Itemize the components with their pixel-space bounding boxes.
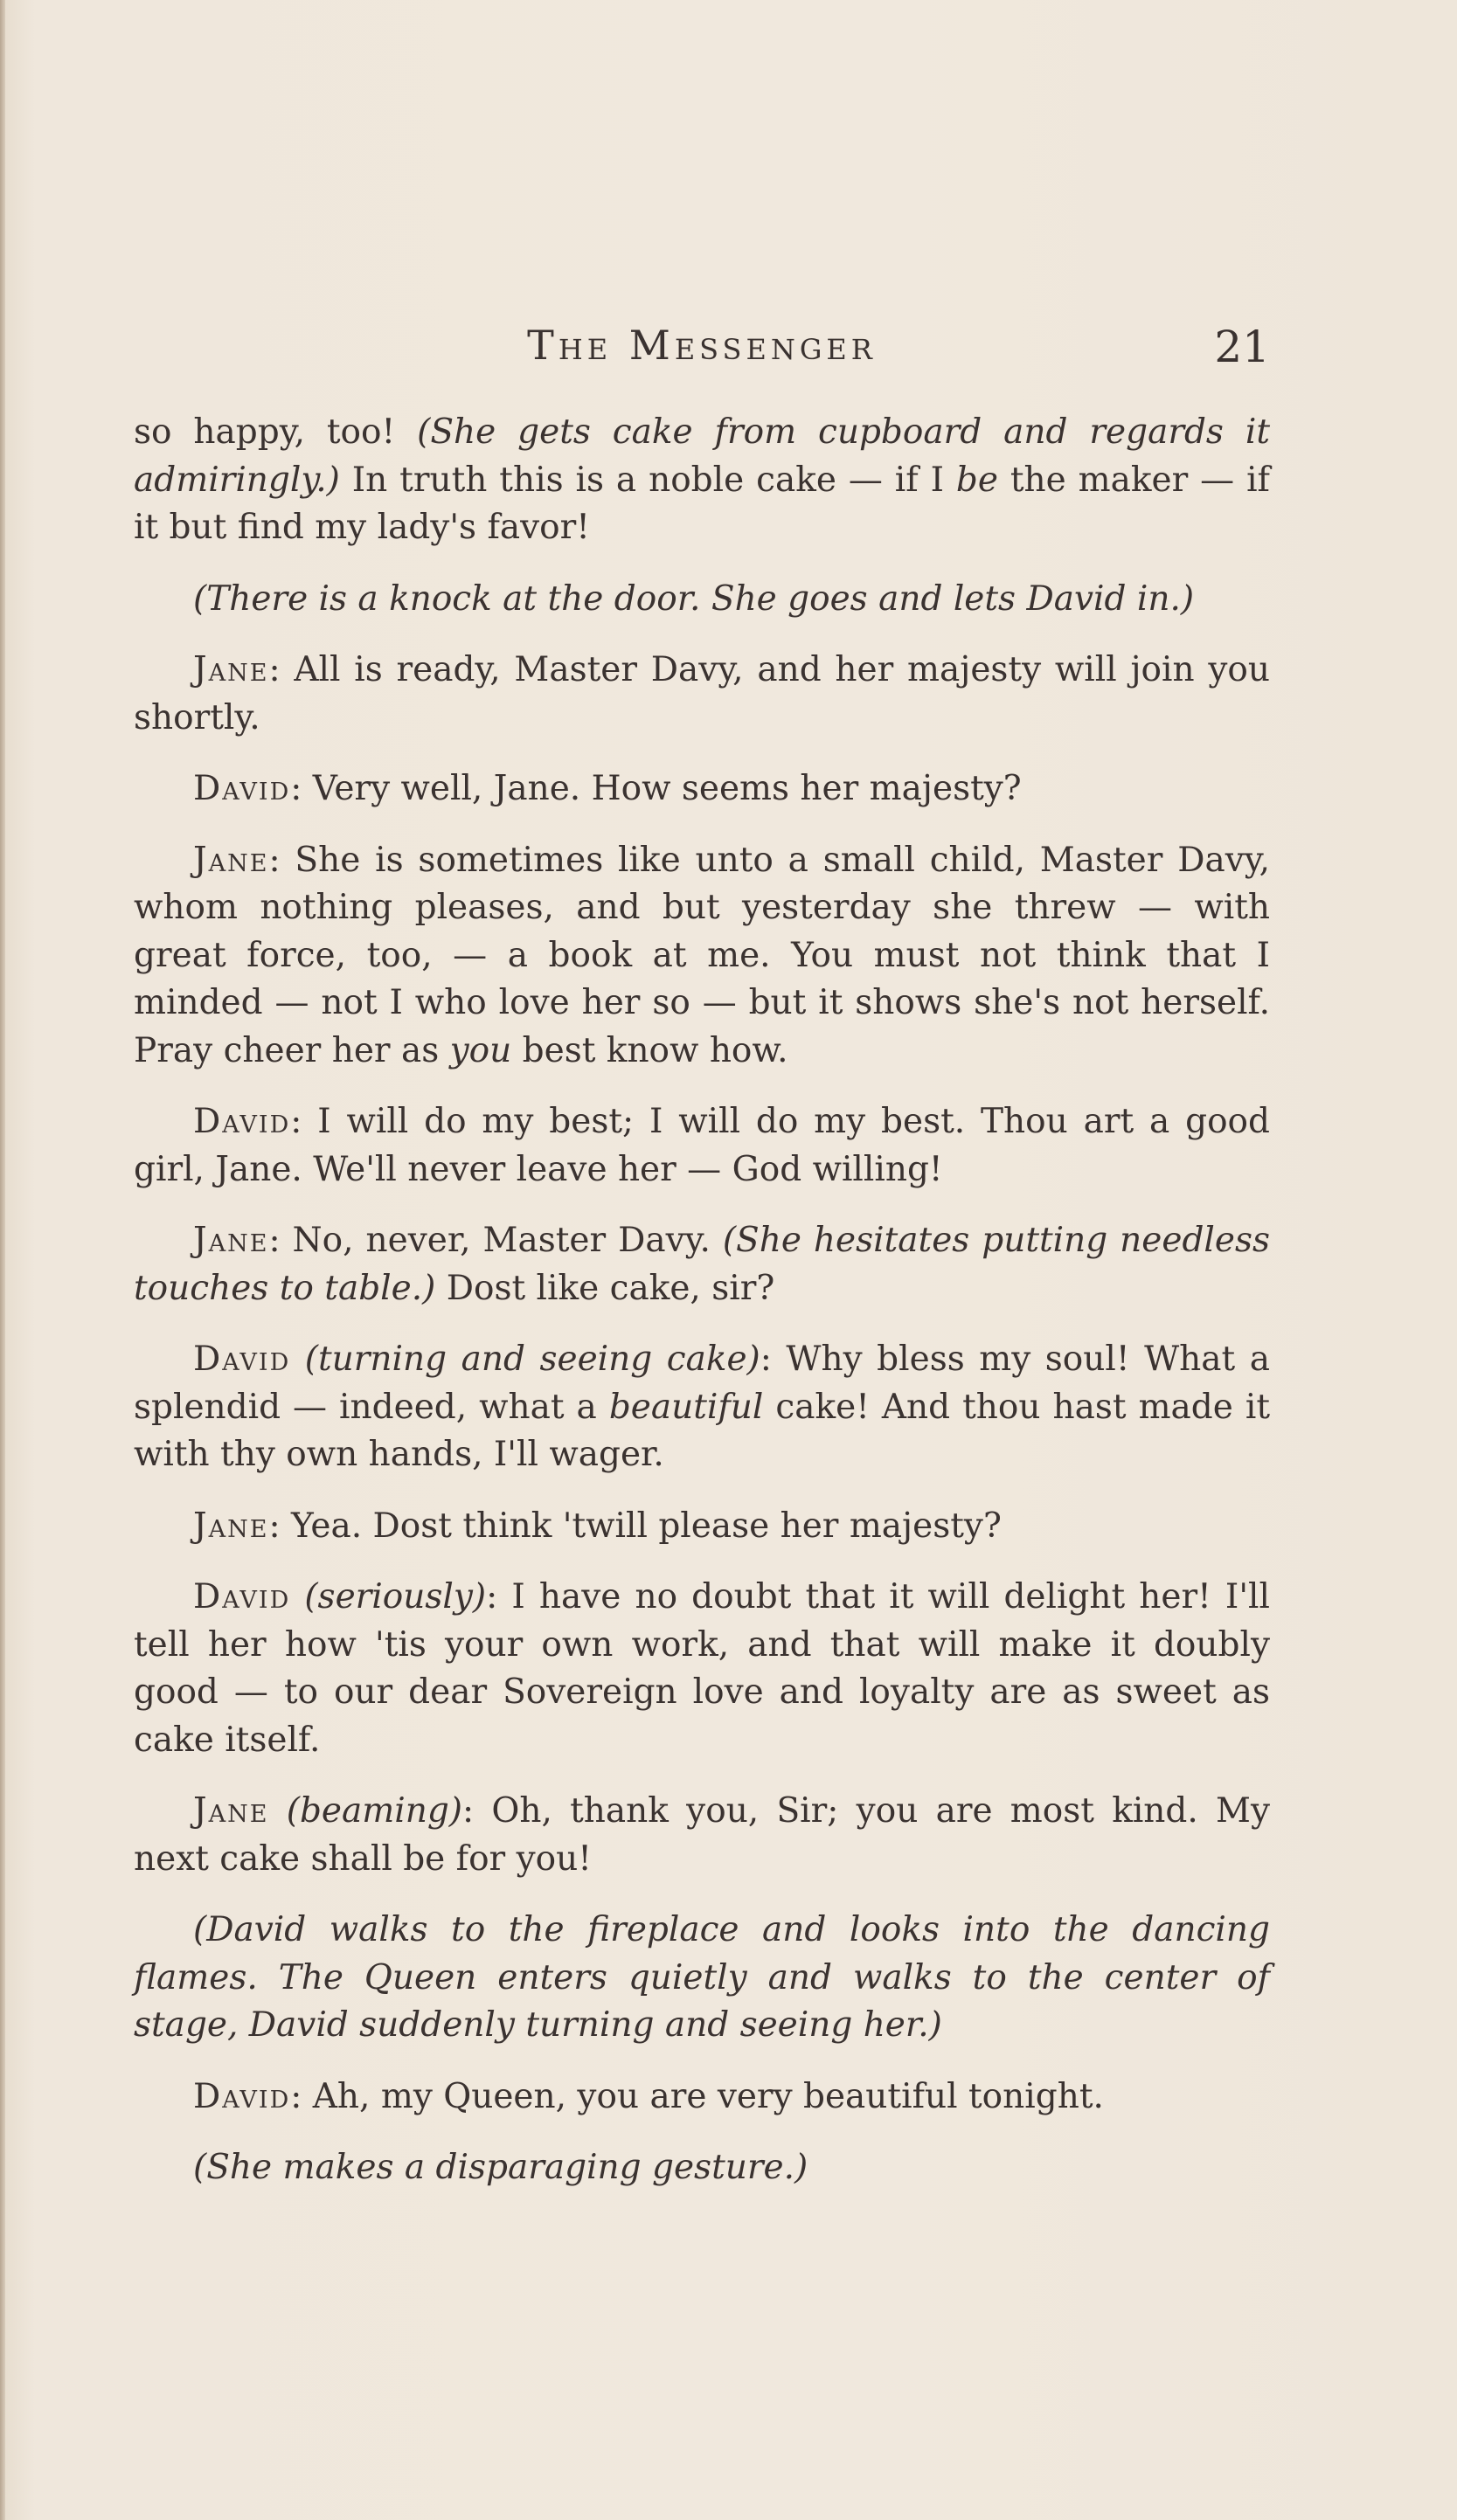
stage-direction bbox=[134, 2144, 1270, 2192]
dialogue-line bbox=[134, 1574, 1270, 1764]
speaker-name: Jane bbox=[193, 650, 269, 689]
text-run: : Yea. Dost think 'twill please her majesty? bbox=[268, 1506, 1002, 1546]
dialogue-line bbox=[134, 837, 1270, 1076]
dialogue-line bbox=[134, 765, 1270, 813]
text-run: : She is sometimes like unto a small child, Master Davy, whom nothing pleases, and but yesterday she threw — with great force, too, — a book at me. You must not think that I minded — not I who love her so — but it shows she's not herself. Pray cheer her as bbox=[134, 840, 1270, 1070]
dialogue-line bbox=[134, 1503, 1270, 1551]
italic-text: (David walks to the fireplace and looks into the dancing flames. The Queen enters quietly and walks to the center of stage, David suddenly turning and seeing her.) bbox=[134, 1910, 1270, 2045]
text-run: so happy, too! bbox=[134, 412, 418, 452]
dialogue-line bbox=[134, 647, 1270, 742]
italic-text: you bbox=[449, 1030, 512, 1070]
page-number: 21 bbox=[1214, 322, 1270, 372]
italic-text: (beaming) bbox=[286, 1791, 462, 1831]
stage-direction bbox=[134, 1907, 1270, 2050]
text-run: : Why bless my soul! What a splendid — indeed, what a bbox=[134, 1340, 1270, 1427]
text-run bbox=[268, 1791, 286, 1831]
italic-text: beautiful bbox=[608, 1387, 764, 1427]
play-text bbox=[134, 409, 1270, 2216]
text-run: : Ah, my Queen, you are very beautiful tonight. bbox=[290, 2076, 1104, 2116]
dialogue-line bbox=[134, 1217, 1270, 1312]
text-run: : I have no doubt that it will delight her! I'll tell her how 'tis your own work, and that will make it doubly good — to our dear Sovereign love and loyalty are as sweet as cake itself. bbox=[134, 1577, 1270, 1760]
text-run bbox=[290, 1340, 305, 1379]
speaker-name: David bbox=[193, 2076, 291, 2116]
speaker-name: Jane bbox=[193, 1506, 269, 1546]
continued-text bbox=[134, 409, 1270, 552]
dialogue-line bbox=[134, 1788, 1270, 1883]
speaker-name: Jane bbox=[193, 840, 269, 880]
italic-text: (seriously) bbox=[304, 1577, 487, 1617]
dialogue-line bbox=[134, 1098, 1270, 1194]
text-run: : All is ready, Master Davy, and her majesty will join you shortly. bbox=[134, 650, 1270, 737]
stage-direction bbox=[134, 576, 1270, 624]
italic-text: be bbox=[955, 460, 998, 500]
italic-text: (She gets cake from cupboard and regards it admiringly.) bbox=[134, 412, 1270, 500]
text-run: best know how. bbox=[511, 1030, 788, 1070]
text-run: In truth this is a noble cake — if I bbox=[339, 460, 956, 500]
speaker-name: Jane bbox=[193, 1221, 269, 1260]
text-run: : Very well, Jane. How seems her majesty? bbox=[290, 769, 1022, 808]
text-run: : No, never, Master Davy. bbox=[268, 1221, 723, 1260]
speaker-name: David bbox=[193, 1340, 291, 1379]
italic-text: (turning and seeing cake) bbox=[304, 1340, 760, 1379]
speaker-name: David bbox=[193, 1577, 291, 1617]
page-spine-edge bbox=[0, 0, 5, 2520]
speaker-name: David bbox=[193, 1102, 291, 1141]
text-run: : I will do my best; I will do my best. Thou art a good girl, Jane. We'll never leave her — God willing! bbox=[134, 1102, 1270, 1189]
italic-text: (She hesitates putting needless touches to table.) bbox=[134, 1221, 1270, 1308]
speaker-name: Jane bbox=[193, 1791, 269, 1831]
dialogue-line bbox=[134, 2073, 1270, 2122]
text-run bbox=[290, 1577, 304, 1617]
text-run: : Oh, thank you, Sir; you are most kind. My next cake shall be for you! bbox=[134, 1791, 1271, 1879]
speaker-name: David bbox=[193, 769, 291, 808]
italic-text: (There is a knock at the door. She goes and lets David in.) bbox=[193, 578, 1195, 619]
running-title: The Messenger bbox=[527, 322, 877, 369]
text-run: the maker — if it but find my lady's favor! bbox=[134, 460, 1270, 547]
text-run: Dost like cake, sir? bbox=[435, 1268, 775, 1308]
italic-text: (She makes a disparaging gesture.) bbox=[193, 2148, 808, 2187]
dialogue-line bbox=[134, 1336, 1270, 1479]
text-run: cake! And thou hast made it with thy own hands, I'll wager. bbox=[134, 1387, 1270, 1474]
running-header bbox=[134, 322, 1270, 374]
